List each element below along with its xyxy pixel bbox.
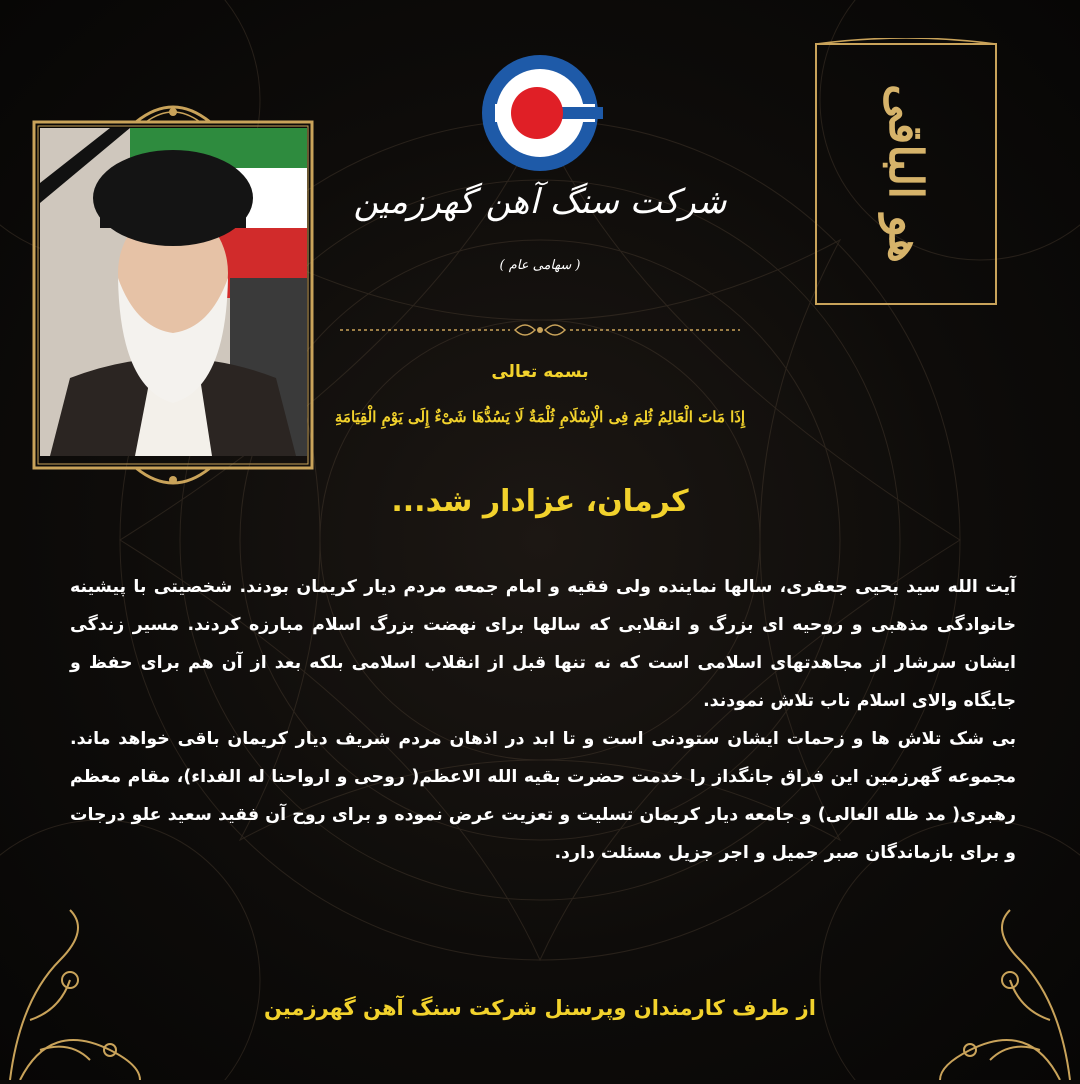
footer-signature: از طرف کارمندان وپرسنل شرکت سنگ آهن گهرزمین [264, 996, 816, 1020]
corner-ornament-right [930, 900, 1080, 1080]
hadith-quote: إِذَا مَاتَ الْعَالِمُ ثُلِمَ فِی الْإِسْلَامِ ثُلْمَةٌ لَا یَسُدُّهَا شَیْءٌ إِلَی یَوْمِ الْقِیَامَةِ [334, 408, 746, 426]
calligraphy-text: هو الباقی [879, 84, 933, 264]
corner-ornament-left [0, 900, 150, 1080]
message-paragraph-2: بی شک تلاش ها و زحمات ایشان ستودنی است و تا ابد در اذهان مردم شریف دیار کریمان باقی خواهد ماند. مجموعه گهرزمین این فراق جانگداز را خدمت حضرت بقیه الله الاعظم( روحی و ارواحنا له الفداء)، مقام معظم رهبری( مد ظله العالی) و جامعه دیار کریمان تسلیت و تعزیت عرض نموده و برای روح آن فقید سعید علو درجات و برای بازماندگان صبر جمیل و اجر جزیل مسئلت دارد. [70, 729, 1016, 863]
bismihi-heading: بسمه تعالی [491, 362, 589, 382]
message-body [70, 568, 1016, 872]
message-paragraph-1: آیت الله سید یحیی جعفری، سالها نماینده ولی فقیه و امام جمعه مردم دیار کریمان بودند. شخصیتی با پیشینه خانوادگی مذهبی و روحیه ای بزرگ و انقلابی که سالها برای نهضت بزرگ اسلام مبارزه کردند. مسیر زندگی ایشان سرشار از مجاهدتهای اسلامی است که نه تنها قبل از انقلاب اسلامی بلکه بعد از آن هم برای حفظ و جایگاه والای اسلام ناب تلاش نمودند. [70, 577, 1016, 711]
company-logo [475, 48, 605, 178]
ornamental-divider [340, 318, 740, 342]
portrait-photo [40, 128, 307, 456]
company-name: شرکت سنگ آهن گهرزمین [353, 182, 727, 222]
calligraphy-panel [810, 38, 1002, 310]
company-subtitle: ( سهامی عام ) [499, 258, 581, 273]
headline: کرمان، عزادار شد... [391, 484, 689, 519]
